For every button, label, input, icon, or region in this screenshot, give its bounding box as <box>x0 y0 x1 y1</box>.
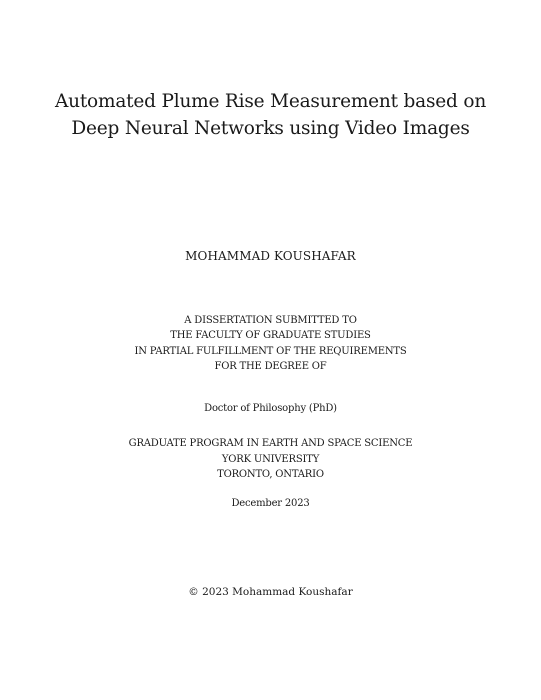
author-name: MOHAMMAD KOUSHAFAR <box>185 249 356 263</box>
submission-line-2: THE FACULTY OF GRADUATE STUDIES <box>170 330 371 341</box>
submission-date: December 2023 <box>231 498 310 509</box>
degree-name: Doctor of Philosophy (PhD) <box>204 403 337 414</box>
university-name: YORK UNIVERSITY <box>221 454 320 465</box>
university-location: TORONTO, ONTARIO <box>217 469 324 480</box>
submission-line-3: IN PARTIAL FULFILLMENT OF THE REQUIREMENTS <box>134 346 407 357</box>
thesis-title-line-2: Deep Neural Networks using Video Images <box>71 118 470 139</box>
graduate-program: GRADUATE PROGRAM IN EARTH AND SPACE SCIENCE <box>128 438 413 449</box>
thesis-title-line-1: Automated Plume Rise Measurement based on <box>54 91 487 112</box>
submission-line-4: FOR THE DEGREE OF <box>214 361 327 372</box>
submission-line-1: A DISSERTATION SUBMITTED TO <box>184 315 357 326</box>
copyright-notice: © 2023 Mohammad Koushafar <box>188 586 353 598</box>
